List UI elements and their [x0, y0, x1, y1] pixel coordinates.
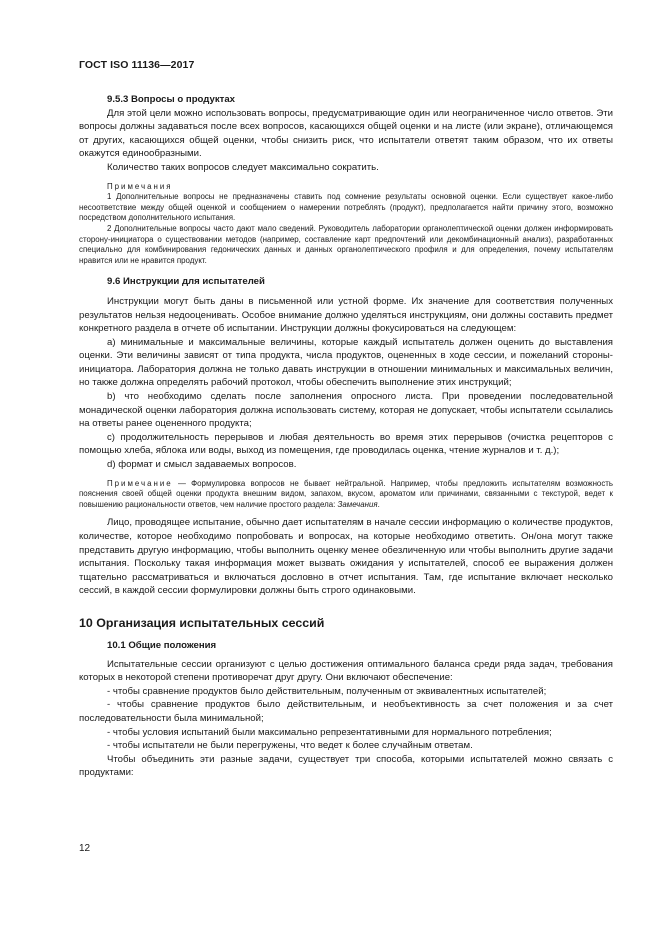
- note-block: [79, 479, 613, 511]
- note-text: — Формулировка вопросов не бывает нейтральной. Например, чтобы предложить испытателям возможность пояснения своей общей оценки продукта внешним видом, запахом, вкусом, ароматом или причинами, связанными с текстурой, ведет к повышению рациональности ответов, чем наличие простого раздела:: [79, 478, 613, 509]
- section-heading-10-1: 10.1 Общие положения: [107, 639, 217, 651]
- note-paragraph: [79, 479, 613, 511]
- paragraph: Количество таких вопросов следует максимально сократить.: [107, 161, 379, 173]
- paragraph: Инструкции могут быть даны в письменной или устной форме. Их значение для соответствия полученных результатов нельзя недооценивать. Особое внимание должно уделяться инструкциям, они должны составить предмет конкретного раздела в отчете об испытании. Инструкции должны фокусироваться на следующем:: [79, 295, 613, 335]
- list-item-b: b) что необходимо сделать после заполнения опросного листа. При проведении последовательной монадической оценки лаборатория должна использовать систему, которая не допускает, чтобы испытатели ссылались на ответы ранее оцененного продукта;: [79, 391, 613, 430]
- bullet-item: - чтобы сравнение продуктов было действительным, полученным от эквивалентных испытателей;: [107, 685, 547, 697]
- note-end: .: [377, 499, 380, 509]
- note-1: 1 Дополнительные вопросы не предназначены ставить под сомнение результаты основной оценки. Если существует какое-либо несоответствие между общей оценкой и сообщением о намерении потреблять (продукт), предполагается найти причину этого, возможно посредством дополнительного испытания.: [79, 192, 613, 223]
- note-2: 2 Дополнительные вопросы часто дают мало сведений. Руководитель лаборатории органолептической оценки должен информировать сторону-инициатора о существовании методов (например, составление карт предпочтений или декомбинационный анализ), разработанных специально для комбинирования гедонических данных и данных органолептического профиля и для определения, почему испытателям нравится или не нравится продукт.: [79, 223, 613, 265]
- section-heading-9-6: 9.6 Инструкции для испытателей: [107, 276, 265, 288]
- note-caption: Примечание: [107, 478, 173, 488]
- page-number: 12: [79, 843, 91, 854]
- note-italic: Замечания: [337, 499, 378, 509]
- page-body: [79, 93, 613, 780]
- notes-caption: Примечания: [107, 181, 173, 191]
- paragraph: Испытательные сессии организуют с целью достижения оптимального баланса среди ряда задач, требования которых в некоторой степени противоречат друг другу. Они включают обеспечение:: [79, 658, 613, 684]
- bullet-item: - чтобы условия испытаний были максимально репрезентативными для нормального потребления;: [107, 726, 552, 738]
- section-heading-9-5-3: 9.5.3 Вопросы о продуктах: [107, 94, 236, 105]
- section-heading-10: 10 Организация испытательных сессий: [79, 615, 325, 630]
- list-item-a: a) минимальные и максимальные величины, которые каждый испытатель должен оценить до выставления оценки. Эти величины зависят от типа продукта, числа продуктов, оцененных в ходе сессии, и пожеланий стороны-инициатора. Лаборатория должна не только давать инструкции в отношении минимальных и максимальных величин, но также должна определять рабочий протокол, чтобы обеспечить выполнение этих инструкций;: [79, 336, 613, 389]
- paragraph: Лицо, проводящее испытание, обычно дает испытателям в начале сессии информацию о количестве продуктов, количестве, которое необходимо попробовать и вопросах, на которые необходимо ответить. Он/она могут также представить другую информацию, чтобы выполнить оценку менее обезличенную или чтобы выполнить другие задачи испытания. Поскольку такая информация может вызвать ожидания у испытателей, способ ее выражения должен тщательно рассматриваться и включаться дословно в отчет испытания. Там, где испытание включает несколько сессий, в каждой сессии формулировки должны быть строго одинаковыми.: [79, 517, 613, 597]
- bullet-item: - чтобы сравнение продуктов было действительным, и необъективность за счет положения и за счет последовательности была минимальной;: [79, 699, 613, 724]
- paragraph: Для этой цели можно использовать вопросы, предусматривающие один или неограниченное число ответов. Эти вопросы должны задаваться после всех вопросов, касающихся общей оценки и на листе (или экране), отличающемся от других, касающихся общей оценки, чтобы снизить риск, что испытатели ответят таким образом, что их ответы окажутся единообразными.: [79, 107, 613, 160]
- paragraph: Чтобы объединить эти разные задачи, существует три способа, которыми испытателей можно связать с продуктами:: [79, 753, 613, 779]
- list-item-c: c) продолжительность перерывов и любая деятельность во время этих перерывов (очистка рецепторов с помощью хлеба, яблока или воды, выход из помещения, где проводилась оценка, чтение журналов и т. д.);: [79, 431, 613, 457]
- list-item-d: d) формат и смысл задаваемых вопросов.: [107, 459, 297, 471]
- bullet-item: - чтобы испытатели не были перегружены, что ведет к более случайным ответам.: [107, 740, 473, 752]
- notes-block: [79, 182, 613, 267]
- document-header: ГОСТ ISO 11136—2017: [79, 59, 195, 71]
